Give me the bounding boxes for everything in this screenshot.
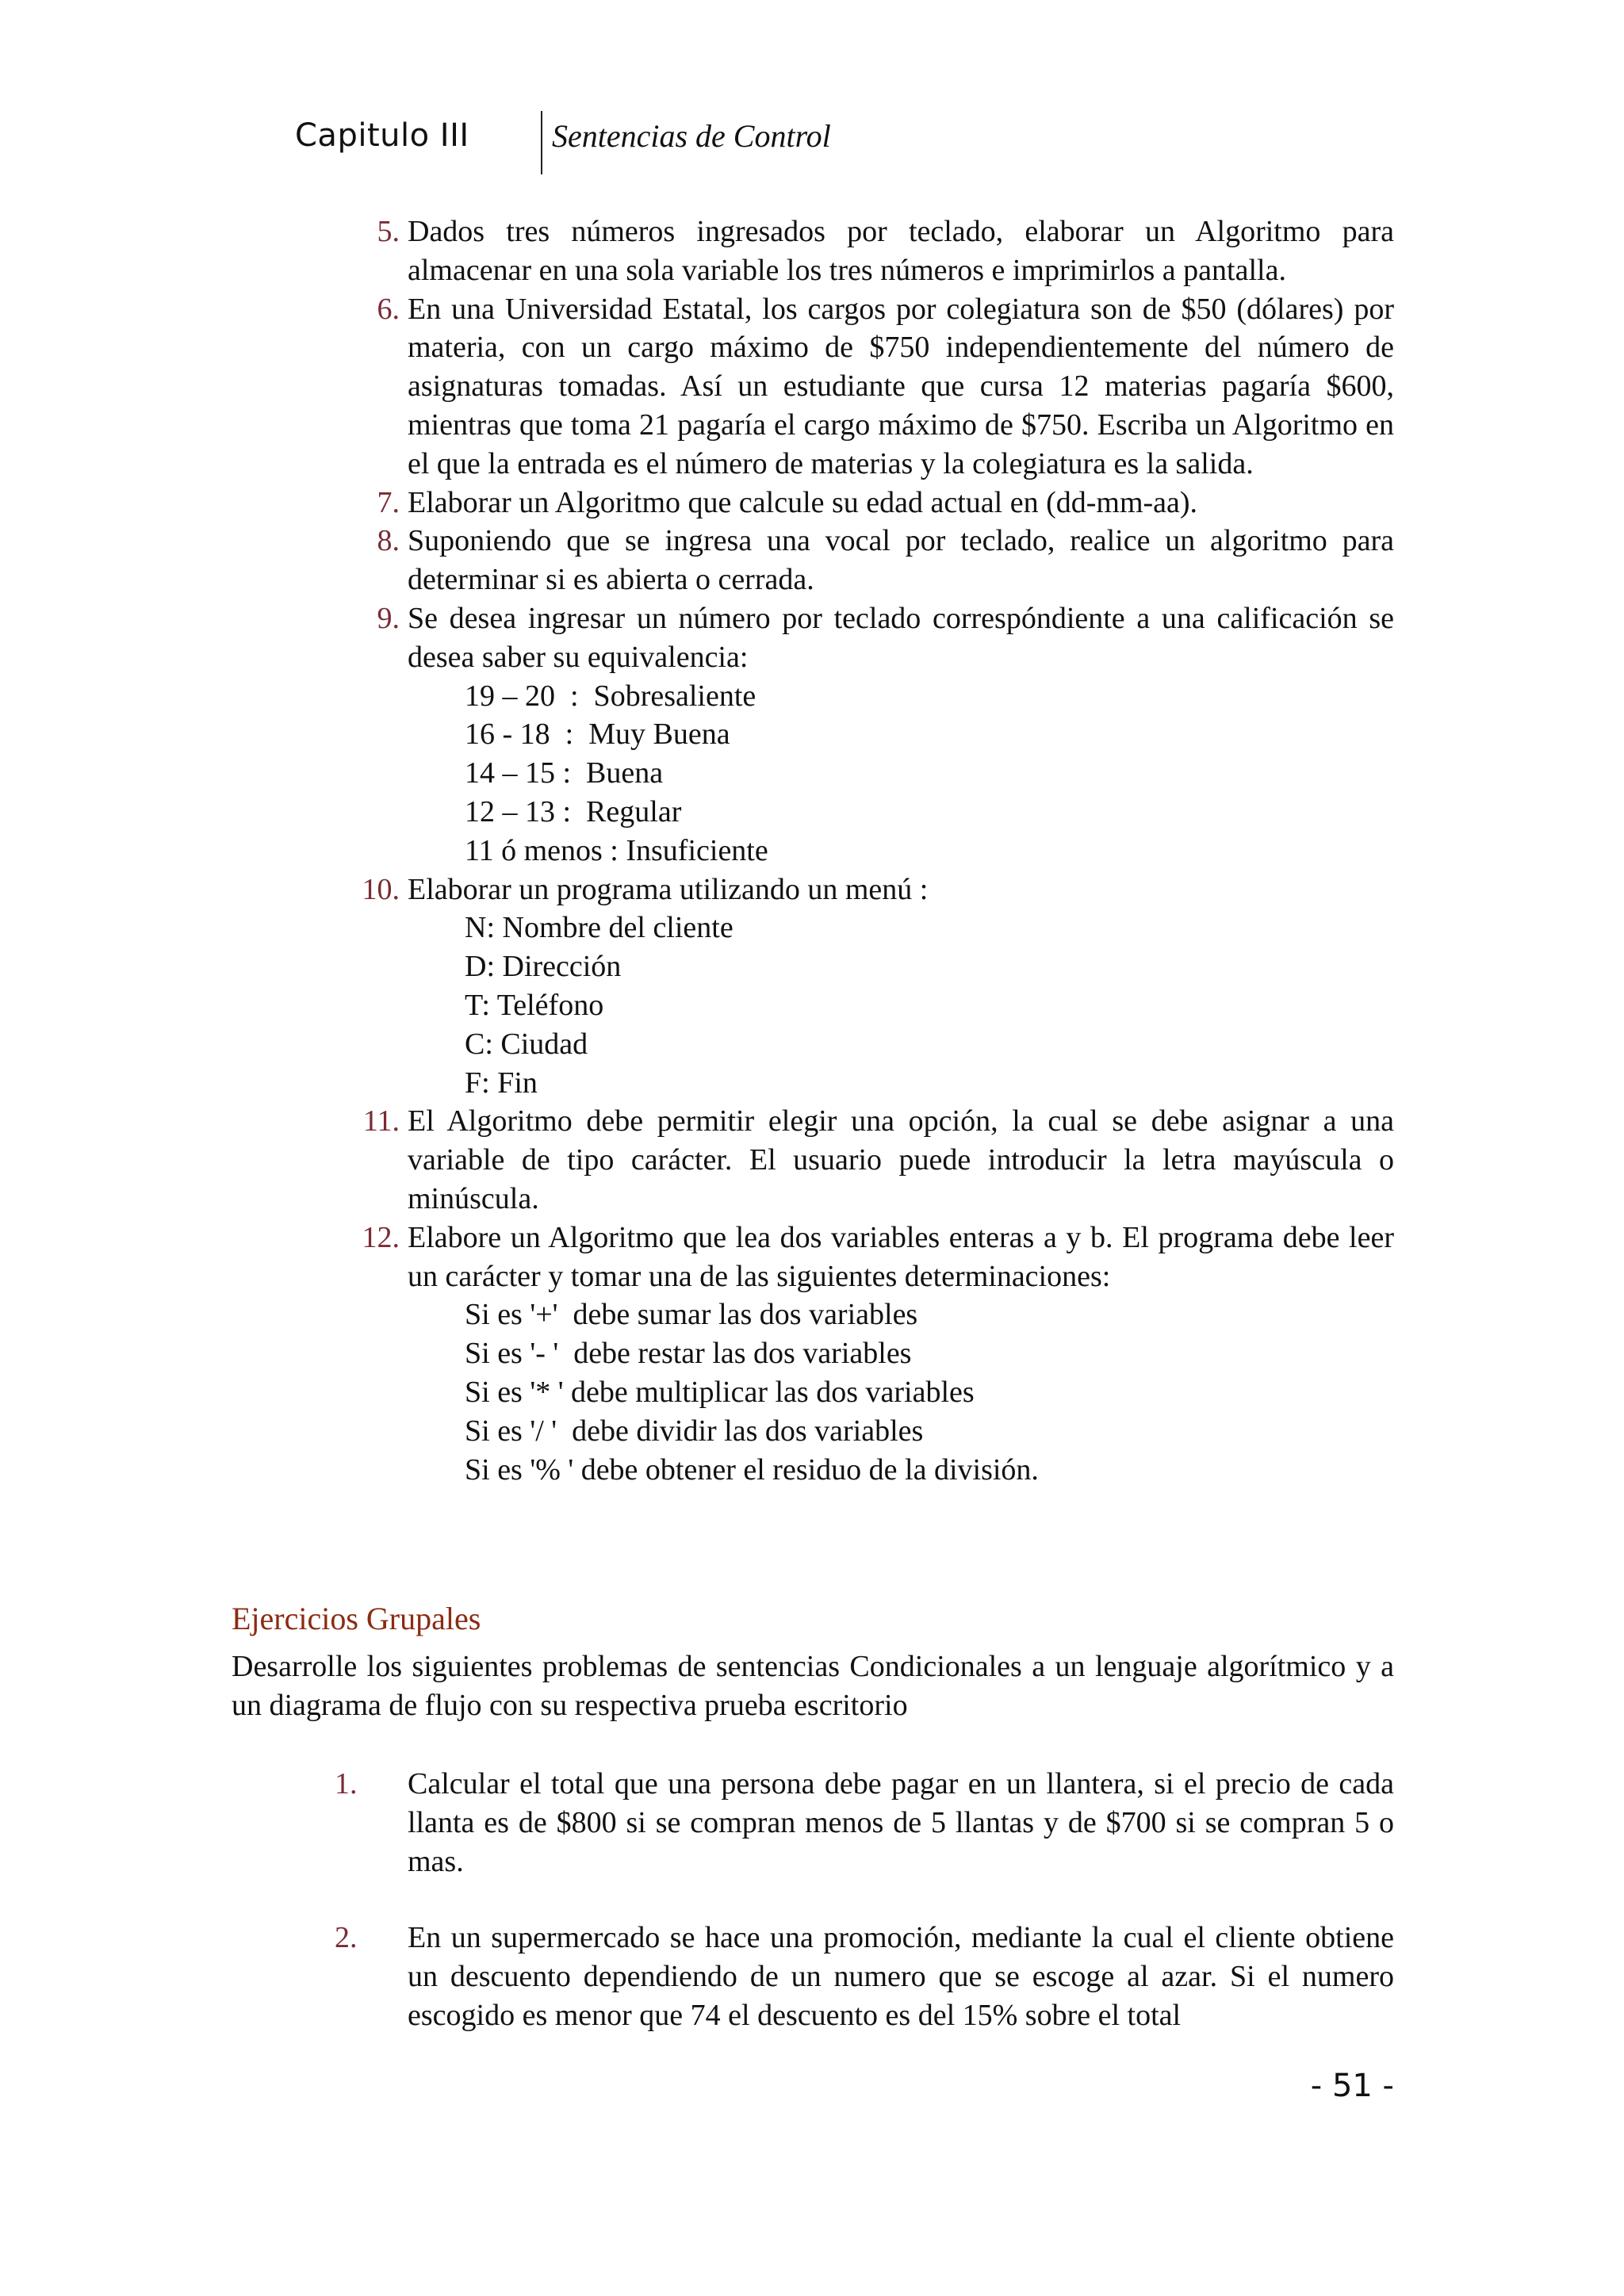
exercise-text: Elaborar un Algoritmo que calcule su edad actual en (dd-mm-aa). [408, 485, 1198, 519]
group-section-title: Ejercicios Grupales [232, 1601, 481, 1636]
exercise-subitem: Si es '/ ' debe dividir las dos variables [465, 1414, 924, 1448]
exercise-item [377, 484, 1394, 522]
section-label: Sentencias de Control [552, 118, 831, 154]
exercise-number: 8. [377, 524, 400, 558]
exercise-subitem: 14 – 15 : Buena [465, 756, 664, 790]
exercise-subitem: F: Fin [465, 1066, 538, 1100]
chapter-label: Capitulo III [295, 117, 469, 154]
exercise-subitem: C: Ciudad [465, 1027, 588, 1061]
exercise-item [362, 871, 1394, 1103]
exercise-subitem: 11 ó menos : Insuficiente [465, 833, 768, 867]
exercise-text: El Algoritmo debe permitir elegir una opción, la cual se debe asignar a una variable de tipo carácter. El usuario puede introducir la letra mayúscula o minúscula. [408, 1104, 1394, 1215]
exercise-item [377, 522, 1394, 599]
page-number: - 51 - [1310, 2068, 1394, 2104]
exercise-text: En una Universidad Estatal, los cargos por colegiatura son de $50 (dólares) por materia, con un cargo máximo de $750 independientemente del número de asignaturas tomadas. Así un estudiante que cursa 12 materias pagaría $600, mientras que toma 21 pagaría el cargo máximo de $750. Escriba un Algoritmo en el que la entrada es el número de materias y la colegiatura es la salida. [408, 292, 1394, 480]
exercise-subitem: Si es '% ' debe obtener el residuo de la división. [465, 1452, 1039, 1487]
exercise-text: Elaborar un programa utilizando un menú : [408, 872, 929, 906]
exercise-item [362, 1219, 1394, 1490]
exercise-number: 5. [377, 215, 400, 248]
exercise-text: Suponiendo que se ingresa una vocal por teclado, realice un algoritmo para determinar si es abierta o cerrada. [408, 524, 1394, 597]
exercise-number: 6. [377, 292, 400, 326]
exercise-text: Se desea ingresar un número por teclado correspóndiente a una calificación se desea saber su equivalencia: [408, 601, 1394, 674]
group-exercise-item [335, 1919, 1394, 2034]
exercise-text: Dados tres números ingresados por teclado, elaborar un Algoritmo para almacenar en una sola variable los tres números e imprimirlos a pantalla. [408, 215, 1394, 287]
group-section-intro: Desarrolle los siguientes problemas de sentencias Condicionales a un lenguaje algorítmico y a un diagrama de flujo con su respectiva prueba escritorio [232, 1650, 1394, 1722]
exercise-item [377, 212, 1394, 290]
exercise-text: Elabore un Algoritmo que lea dos variables enteras a y b. El programa debe leer un carácter y tomar una de las siguientes determinaciones: [408, 1220, 1394, 1293]
exercise-subitem: Si es '+' debe sumar las dos variables [465, 1298, 918, 1332]
group-exercise-text: Calcular el total que una persona debe pagar en un llantera, si el precio de cada llanta es de $800 si se compran menos de 5 llantas y de $700 si se compran 5 o mas. [408, 1767, 1394, 1878]
exercise-subitem: 16 - 18 : Muy Buena [465, 718, 730, 752]
exercise-item [362, 1102, 1394, 1218]
exercise-number: 9. [377, 601, 400, 635]
exercise-number: 10. [362, 872, 400, 906]
group-exercise-number: 1. [335, 1767, 358, 1800]
exercise-item [377, 290, 1394, 484]
exercise-number: 12. [362, 1220, 400, 1254]
exercise-number: 11. [362, 1104, 400, 1138]
exercise-number: 7. [377, 485, 400, 519]
header-divider [541, 111, 542, 174]
exercise-subitem: T: Teléfono [465, 988, 604, 1022]
group-exercise-text: En un supermercado se hace una promoción, mediante la cual el cliente obtiene un descuento dependiendo de un numero que se escoge al azar. Si el numero escogido es menor que 74 el descuento es del 15% sobre el total [408, 1921, 1394, 2032]
exercise-list [0, 212, 1624, 1489]
group-exercise-number: 2. [335, 1921, 358, 1955]
page-header [295, 111, 1405, 174]
exercise-subitem: Si es '- ' debe restar las dos variables [465, 1337, 912, 1371]
spacer [0, 1881, 1624, 1919]
exercise-item [377, 599, 1394, 871]
group-exercise-item [335, 1765, 1394, 1881]
exercise-subitem: 19 – 20 : Sobresaliente [465, 679, 756, 713]
exercise-subitem: 12 – 13 : Regular [465, 794, 682, 828]
exercise-subitem: N: Nombre del cliente [465, 911, 733, 945]
group-exercise-list [0, 1765, 1624, 2035]
exercise-subitem: D: Dirección [465, 950, 622, 984]
exercise-subitem: Si es '* ' debe multiplicar las dos variables [465, 1375, 975, 1409]
